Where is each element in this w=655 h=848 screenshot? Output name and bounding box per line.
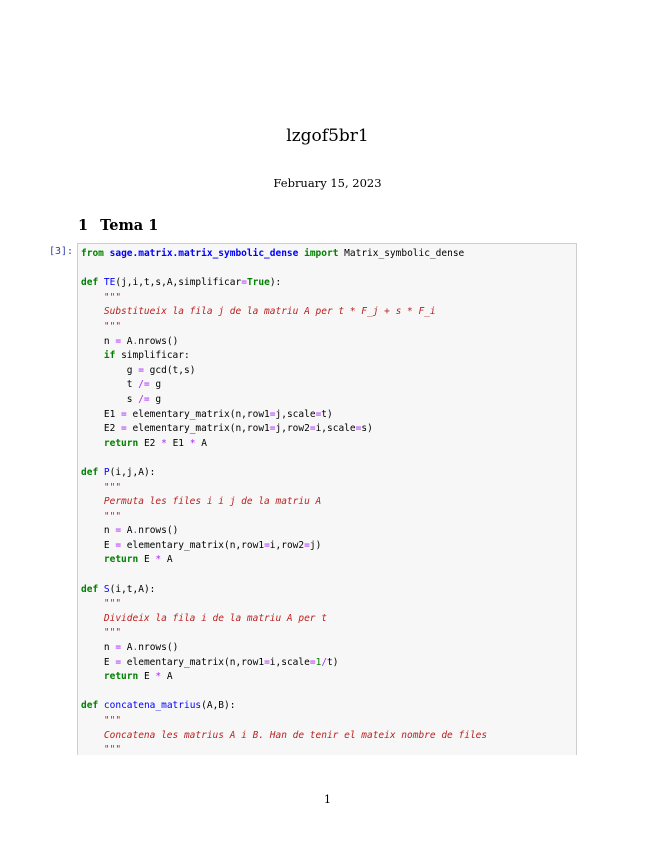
code-token: """ (103, 320, 122, 332)
code-token: Substitueix la fila j de la matriu A per t * F_j + s * F_i (103, 306, 436, 318)
section-number: 1 (78, 217, 89, 234)
code-token: def (81, 466, 99, 478)
code-line (81, 247, 487, 262)
code-token: = (264, 656, 270, 668)
code-token: A (195, 437, 207, 449)
code-token: E (138, 671, 156, 683)
code-token: import (304, 248, 339, 259)
code-line (81, 320, 487, 335)
code-line (81, 466, 487, 481)
code-line (81, 393, 487, 408)
code-token: (j,i,t,s,A,simplificar (115, 277, 242, 289)
code-token: n (81, 335, 116, 347)
code-token: nrows() (138, 525, 179, 537)
code-token: = (121, 423, 127, 435)
code-token (81, 321, 104, 332)
code-token: return (103, 437, 139, 449)
section-heading (78, 217, 158, 234)
code-token (81, 598, 104, 609)
code-token: Matrix_symbolic_dense (338, 248, 465, 259)
code-token (81, 292, 104, 303)
code-line (81, 335, 487, 350)
code-token: ): (269, 277, 282, 289)
code-token: j,row2 (275, 423, 310, 435)
code-token: TE (103, 277, 116, 289)
code-token: elementary_matrix(n,row1 (126, 423, 270, 435)
code-token: """ (103, 627, 122, 639)
document-title: lzgof5br1 (286, 126, 369, 146)
code-token: / (321, 656, 328, 668)
code-token: g (81, 364, 139, 376)
code-line (81, 743, 487, 755)
code-token: g (149, 379, 162, 391)
code-token: = (241, 277, 247, 289)
code-token (81, 511, 104, 522)
code-line (81, 583, 487, 598)
code-line (81, 612, 487, 627)
code-line (81, 422, 487, 437)
code-token: 1 (315, 656, 322, 668)
code-token: = (304, 539, 310, 551)
code-line (81, 626, 487, 641)
code-line (81, 670, 487, 685)
code-token: nrows() (138, 642, 179, 654)
code-token: s (81, 393, 139, 405)
code-token: * (155, 671, 162, 683)
code-line (81, 524, 487, 539)
code-token: A (121, 642, 133, 654)
code-token (81, 627, 104, 638)
code-token (81, 496, 104, 507)
code-token (81, 613, 104, 624)
code-token: return (103, 554, 139, 566)
code-token: i,scale (269, 656, 310, 668)
code-token: concatena_matrius (103, 700, 202, 712)
code-token: i,scale (315, 423, 356, 435)
code-line (81, 656, 487, 671)
code-token: A (121, 525, 133, 537)
code-token: = (269, 408, 276, 420)
code-line (81, 553, 487, 568)
code-token: * (161, 437, 167, 449)
code-token: if (103, 350, 116, 362)
code-token: def (81, 700, 99, 712)
code-token: elementary_matrix(n,row1 (121, 656, 265, 668)
code-cell[interactable] (77, 243, 577, 755)
code-line (81, 276, 487, 291)
code-line (81, 539, 487, 554)
code-token (81, 554, 104, 565)
code-token: A (161, 671, 173, 683)
code-token: E (81, 656, 116, 668)
code-token: E (138, 554, 156, 566)
code-token: = (115, 335, 122, 347)
cell-prompt: [3]: (49, 246, 74, 257)
code-block (81, 247, 487, 755)
code-token: /= (138, 379, 150, 391)
code-token (81, 730, 104, 741)
code-token: t) (321, 408, 333, 420)
code-line (81, 262, 487, 277)
code-token: E2 (81, 423, 122, 435)
code-token: A (121, 335, 133, 347)
code-line (81, 291, 487, 306)
code-line (81, 699, 487, 714)
code-line (81, 641, 487, 656)
code-token: (i,j,A): (109, 466, 156, 478)
code-token: Concatena les matrius A i B. Han de tenir el mateix nombre de files (103, 729, 488, 741)
code-line (81, 437, 487, 452)
code-line (81, 714, 487, 729)
code-token: """ (103, 598, 122, 610)
code-token: elementary_matrix(n,row1 (126, 408, 270, 420)
code-token: True (246, 277, 270, 289)
code-token: i,row2 (269, 539, 305, 551)
code-token: nrows() (138, 335, 179, 347)
code-token (81, 671, 104, 682)
code-token: n (81, 642, 116, 654)
document-date: February 15, 2023 (273, 176, 382, 190)
code-token: gcd(t,s) (143, 364, 196, 376)
code-token: = (264, 539, 270, 551)
code-token (81, 306, 104, 317)
code-token: (i,t,A): (109, 583, 156, 595)
code-token: (A,B): (201, 700, 236, 712)
code-token: P (103, 466, 110, 478)
code-token: g (149, 393, 162, 405)
code-token: """ (103, 715, 122, 726)
code-token: S (103, 583, 110, 595)
code-token: * (155, 554, 162, 566)
code-token: j) (309, 539, 322, 551)
code-token: = (269, 423, 276, 435)
code-line (81, 451, 487, 466)
code-token: = (115, 642, 122, 654)
code-token: sage.matrix.matrix_symbolic_dense (109, 248, 299, 259)
code-line (81, 495, 487, 510)
code-token: Divideix la fila i de la matriu A per t (103, 612, 327, 624)
code-token: = (115, 656, 122, 668)
code-token: E2 (138, 437, 162, 449)
code-token (81, 744, 104, 755)
code-line (81, 364, 487, 379)
code-line (81, 408, 487, 423)
code-token: def (81, 583, 99, 595)
code-line (81, 729, 487, 744)
code-line (81, 349, 487, 364)
code-token: s) (361, 423, 373, 435)
code-token: j,scale (275, 408, 316, 420)
code-line (81, 685, 487, 700)
code-token: t) (327, 656, 339, 668)
code-token: . (132, 525, 139, 537)
code-token: = (315, 408, 322, 420)
code-token: = (121, 408, 127, 420)
section-title: Tema 1 (100, 217, 159, 234)
code-line (81, 481, 487, 496)
code-token: * (189, 437, 196, 449)
code-token: . (132, 642, 139, 654)
code-line (81, 597, 487, 612)
code-token: def (81, 277, 99, 289)
code-token: t (81, 379, 139, 391)
code-token: """ (103, 510, 122, 522)
code-line (81, 568, 487, 583)
code-token (81, 482, 104, 493)
code-line (81, 510, 487, 525)
code-token: = (138, 364, 144, 376)
code-token: = (309, 656, 316, 668)
code-line (81, 305, 487, 320)
code-token (81, 715, 104, 726)
code-line (81, 378, 487, 393)
code-token: E (81, 539, 116, 551)
code-token: """ (103, 481, 122, 493)
code-token: """ (103, 291, 122, 303)
code-token: = (115, 525, 122, 537)
code-token: E1 (166, 437, 190, 449)
page-number: 1 (324, 793, 331, 806)
code-token (81, 438, 104, 449)
code-token: n (81, 525, 116, 537)
code-token: from (81, 248, 104, 259)
code-token: . (132, 335, 139, 347)
code-token: E1 (81, 408, 122, 420)
code-token: /= (138, 393, 150, 405)
code-token: """ (103, 744, 122, 755)
code-token: return (103, 671, 139, 683)
code-token: = (355, 423, 362, 435)
code-token: A (161, 554, 173, 566)
code-token: = (309, 423, 316, 435)
code-token (81, 350, 104, 361)
code-token: simplificar: (115, 350, 190, 362)
code-token: = (115, 539, 122, 551)
code-token: Permuta les files i i j de la matriu A (103, 496, 322, 508)
code-token: elementary_matrix(n,row1 (121, 539, 265, 551)
